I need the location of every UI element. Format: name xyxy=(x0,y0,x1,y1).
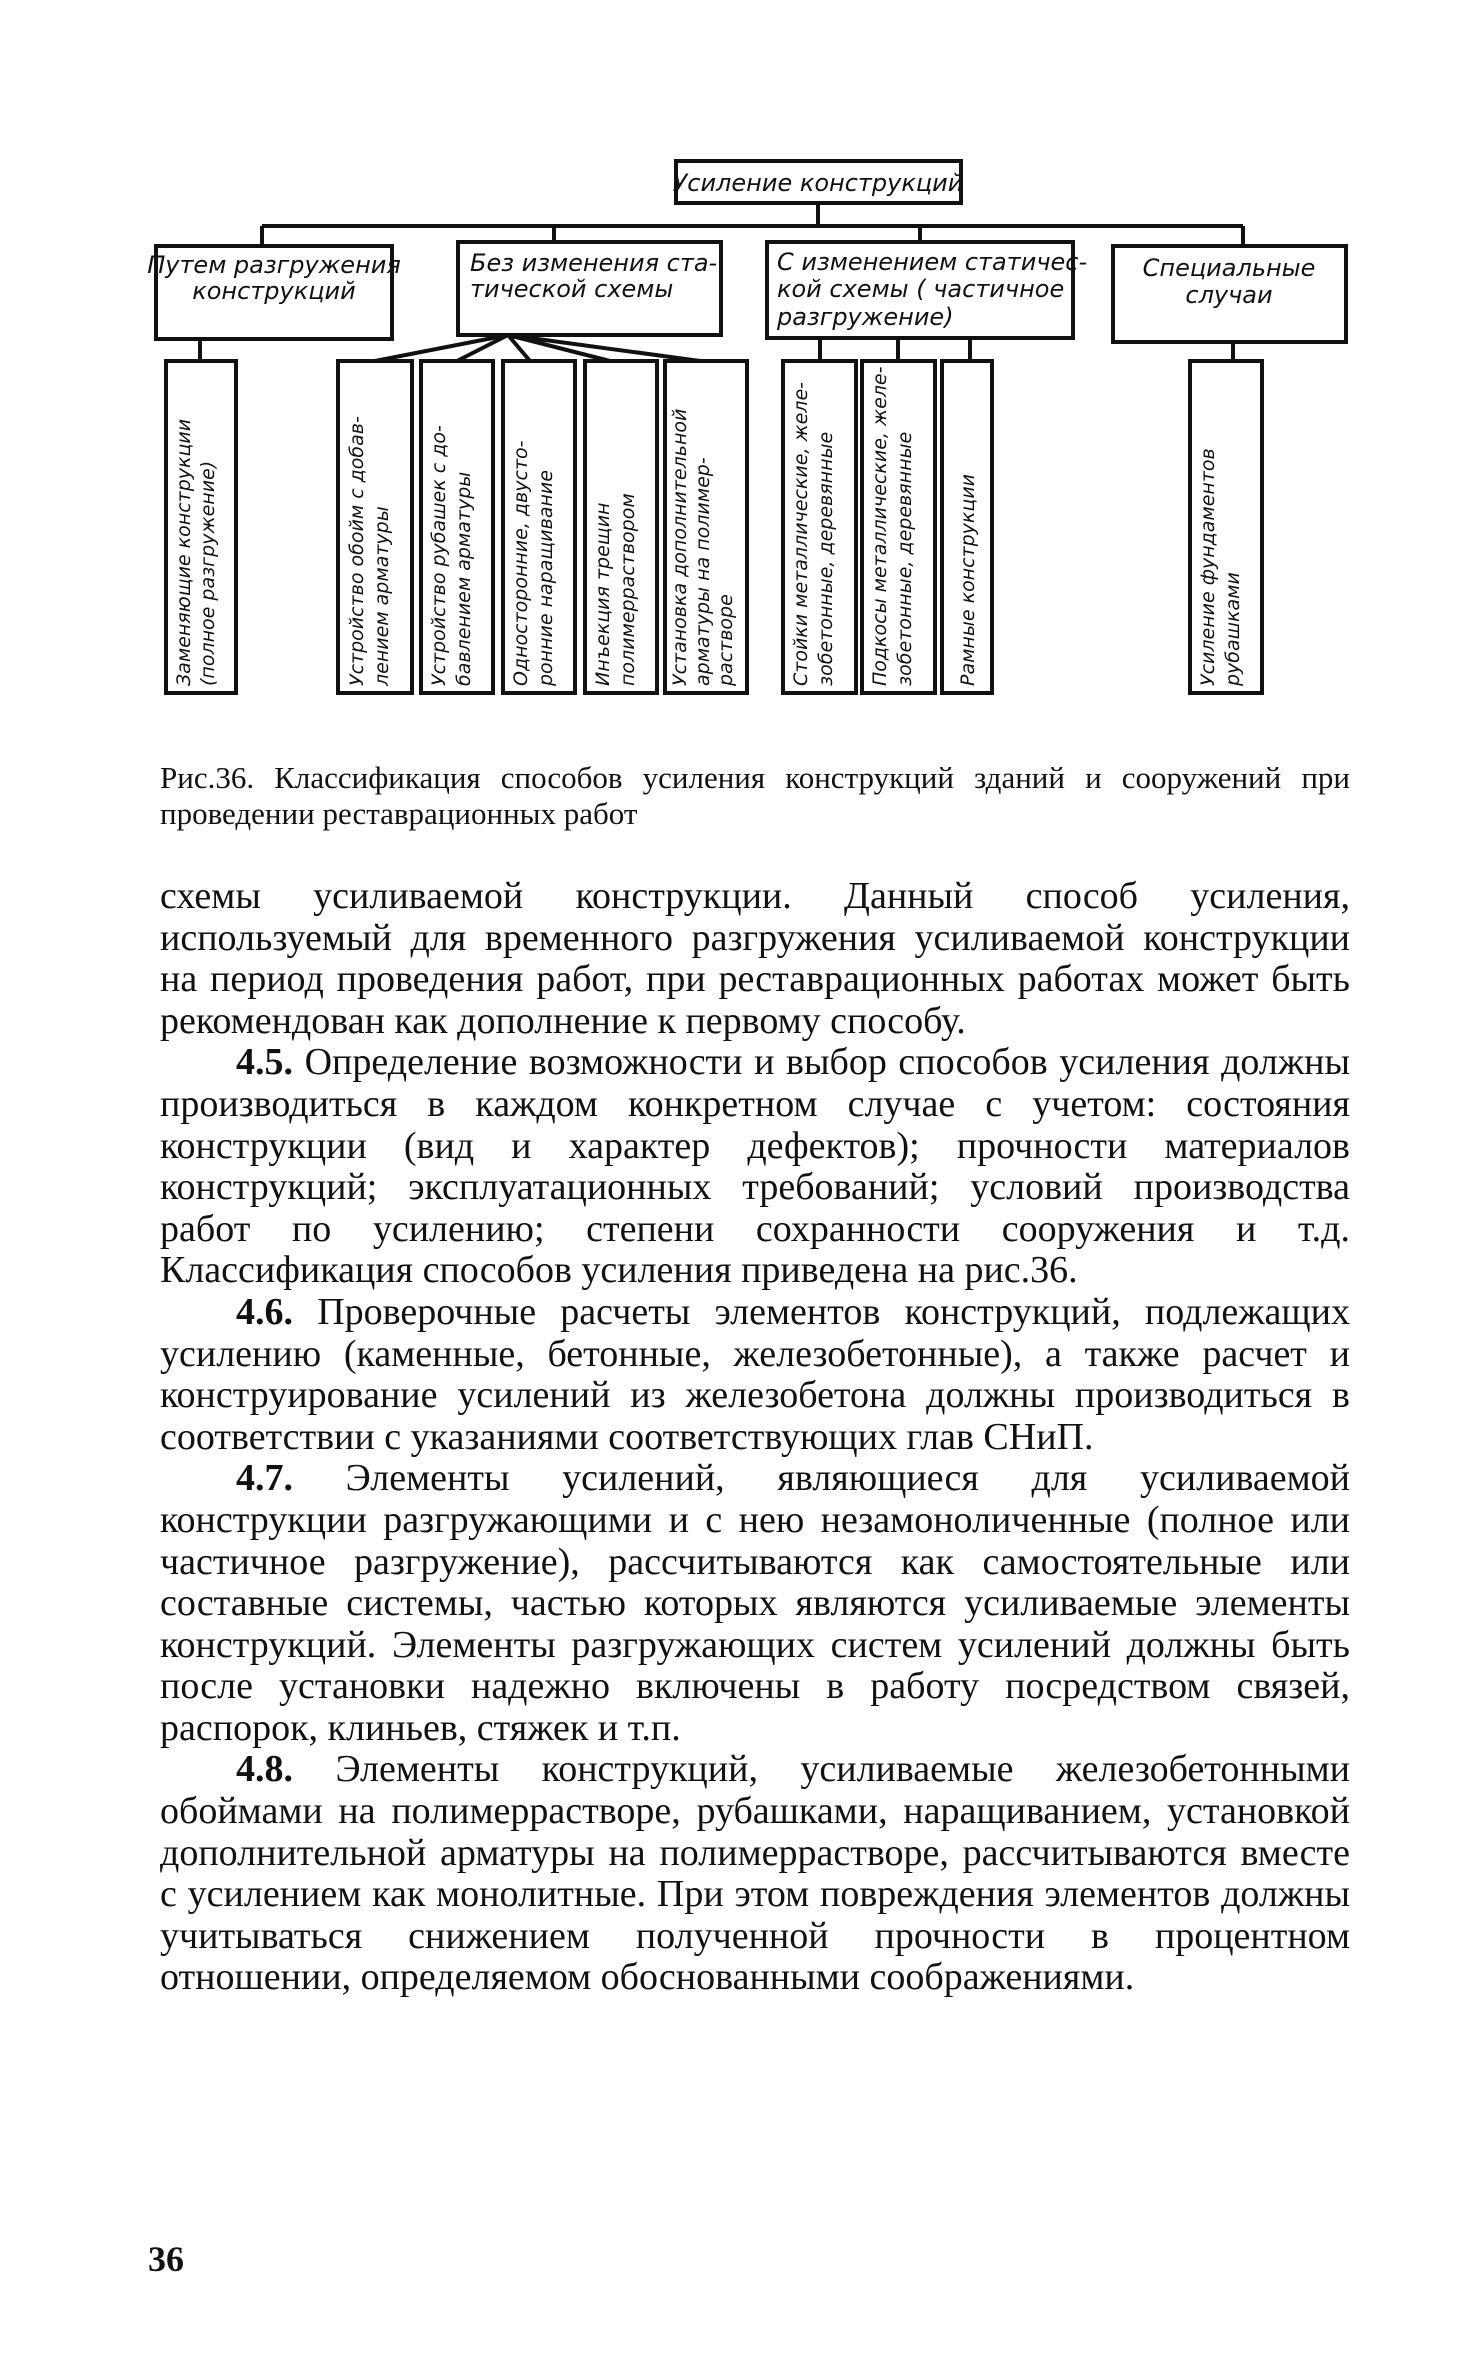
method-box-struts xyxy=(862,361,935,693)
method-label: Установка дополнительной xyxy=(669,408,691,686)
caption-text: Классификация способов усиления конструкций зданий и сооружений при проведении реставрационных работ xyxy=(160,760,1350,831)
category-label: Путем разгружения xyxy=(147,251,401,279)
method-label: бавлением арматуры xyxy=(453,471,475,686)
figure-caption xyxy=(160,760,1350,832)
page-number: 36 xyxy=(148,2239,184,2279)
category-label: конструкций xyxy=(192,277,356,305)
method-label: рубашками xyxy=(1222,572,1244,686)
paragraph-text: Элементы конструкций, усиливаемые железобетонными обоймами на полимеррастворе, рубашками, наращиванием, установкой дополнительной арматуры на полимеррастворе, рассчитываются вместе с усилением как монолитные. При этом повреждения элементов должны учитываться снижением полученной прочности в процентном отношении, определяемом обоснованными соображениями. xyxy=(160,1748,1350,1999)
category-label: тической схемы xyxy=(470,275,674,303)
body-text xyxy=(160,876,1350,1999)
paragraph-4-5 xyxy=(160,1042,1350,1292)
paragraph-4-7 xyxy=(160,1458,1350,1749)
method-label: Инъекция трещин xyxy=(592,502,614,686)
category-label: случаи xyxy=(1185,281,1273,309)
paragraph-number: 4.6. xyxy=(236,1290,293,1333)
method-box-frames xyxy=(942,361,992,693)
paragraph-text: Проверочные расчеты элементов конструкций, подлежащих усилению (каменные, бетонные, железобетонные), а также расчет и конструирование усилений из железобетона должны производиться в соответствии с указаниями соответствующих глав СНиП. xyxy=(160,1290,1351,1458)
paragraph-number: 4.7. xyxy=(236,1457,293,1500)
method-box-additional-rebar xyxy=(665,361,747,693)
method-label: (полное разгружение) xyxy=(197,460,219,686)
method-label: полимерраствором xyxy=(617,493,639,686)
method-label: зобетонные, деревянные xyxy=(894,431,916,686)
method-label: Усиление фундаментов xyxy=(1197,448,1219,686)
category-label: кой схемы ( частичное xyxy=(777,275,1065,303)
paragraph-continuation xyxy=(160,876,1350,1042)
method-label: Устройство обойм с добав- xyxy=(346,416,368,686)
method-box-posts xyxy=(783,361,856,693)
caption-label: Рис.36. xyxy=(160,760,255,795)
method-label: лением арматуры xyxy=(371,506,393,686)
method-label: арматуры на полимер- xyxy=(692,457,714,686)
paragraph-text: Определение возможности и выбор способов усиления должны производиться в каждом конкретном случае с учетом: состояния конструкции (вид и характер дефектов); прочности материалов конструкций; эксплуатационных требований; условий производства работ по усилению; степени сохранности сооружения и т.д. Классификация способов усиления приведена на рис.36. xyxy=(160,1041,1350,1292)
paragraph-number: 4.5. xyxy=(236,1041,293,1084)
paragraph-4-8 xyxy=(160,1749,1350,1999)
category-label: разгружение) xyxy=(777,303,954,331)
method-box-injection xyxy=(585,361,657,693)
method-box-jackets-cages xyxy=(338,361,412,693)
paragraph-text: Элементы усилений, являющиеся для усиливаемой конструкции разгружающими и с нею незамоноличенные (полное или частичное разгружение), рассчитываются как самостоятельные или составные системы, частью которых являются усиливаемые элементы конструкций. Элементы разгружающих систем усилений должны быть после установки надежно включены в работу посредством связей, распорок, клиньев, стяжек и т.п. xyxy=(160,1457,1350,1749)
method-label: Заменяющие конструкции xyxy=(173,418,195,686)
method-label: Стойки металлические, желе- xyxy=(790,382,812,686)
method-box-shirts xyxy=(421,361,493,693)
paragraph-number: 4.8. xyxy=(236,1748,293,1791)
method-label: зобетонные, деревянные xyxy=(815,431,837,686)
classification-diagram xyxy=(0,0,1476,740)
category-label: Без изменения ста- xyxy=(470,249,718,277)
method-label: Односторонние, двусто- xyxy=(510,440,532,686)
category-label: С изменением статичес- xyxy=(777,248,1088,276)
paragraph-text: схемы усиливаемой конструкции. Данный способ усиления, используемый для временного разгружения усиливаемой конструкции на период проведения работ, при реставрационных работах может быть рекомендован как дополнение к первому способу. xyxy=(160,875,1350,1042)
method-label: Рамные конструкции xyxy=(957,473,979,686)
root-label: Усиление конструкций xyxy=(672,169,964,197)
root-connectors xyxy=(262,203,1243,246)
paragraph-4-6 xyxy=(160,1292,1350,1458)
method-box-build-up xyxy=(503,361,575,693)
method-box-foundations xyxy=(1190,361,1262,693)
category-label: Специальные xyxy=(1142,254,1316,282)
method-label: растворе xyxy=(715,594,737,686)
method-label: Устройство рубашек с до- xyxy=(428,425,450,686)
method-label: ронние наращивание xyxy=(535,470,557,686)
method-box-replacing xyxy=(166,361,236,693)
method-label: Подкосы металлические, желе- xyxy=(869,366,891,686)
